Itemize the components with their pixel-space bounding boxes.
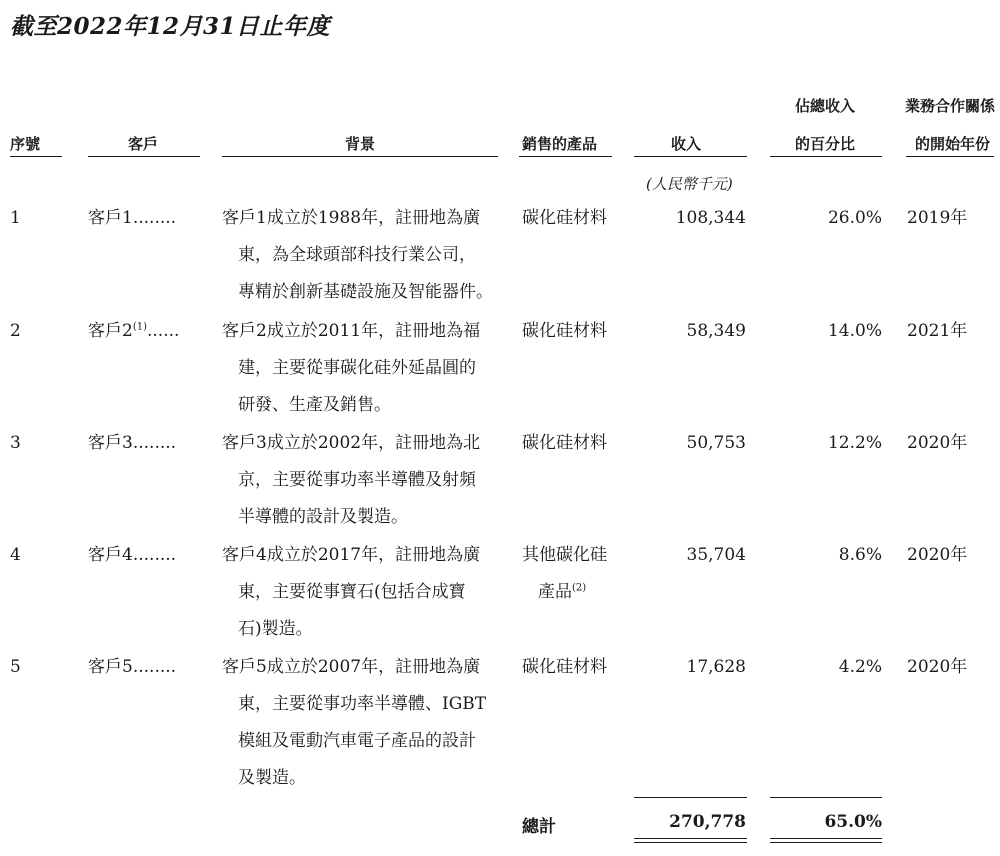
total-double-rule xyxy=(770,838,882,843)
row-pct: 12.2% xyxy=(827,433,882,453)
total-label: 總計 xyxy=(522,817,556,837)
row-pct: 26.0% xyxy=(827,208,882,228)
row-product: 碳化硅材料 xyxy=(522,657,607,677)
total-revenue: 270,778 xyxy=(669,812,746,832)
row-product: 碳化硅材料 xyxy=(522,208,607,228)
header-rule xyxy=(906,156,994,157)
page-title: 截至2022年12月31日止年度 xyxy=(10,13,331,40)
header-pct-line1: 佔總收入 xyxy=(795,97,856,115)
row-background: 客戶4成立於2017年，註冊地為廣 東，主要從事寶石(包括合成寶 石)製造。 xyxy=(222,545,481,639)
row-background: 客戶5成立於2007年，註冊地為廣 東，主要從事功率半導體、IGBT 模組及電動汽車電子產品的設計 及製造。 xyxy=(222,657,487,788)
unit-label: (人民幣千元) xyxy=(646,175,733,193)
row-start-year: 2020年 xyxy=(907,545,968,565)
row-product: 碳化硅材料 xyxy=(522,321,607,341)
row-customer: 客戶4........ xyxy=(88,545,177,565)
row-background: 客戶2成立於2011年，註冊地為福 建，主要從事碳化硅外延晶圓的 研發、生產及銷售。 xyxy=(222,321,481,415)
header-rule xyxy=(770,156,882,157)
row-start-year: 2020年 xyxy=(907,657,968,677)
row-revenue: 17,628 xyxy=(686,657,746,677)
row-product: 其他碳化硅 產品$^{(2)}$ xyxy=(522,545,607,602)
row-pct: 4.2% xyxy=(838,657,882,677)
header-rule xyxy=(634,156,747,157)
row-revenue: 50,753 xyxy=(686,433,746,453)
header-background: 背景 xyxy=(345,135,376,153)
row-seq: 3 xyxy=(10,433,21,453)
header-rule xyxy=(88,156,200,157)
row-product: 碳化硅材料 xyxy=(522,433,607,453)
row-customer: 客戶2$^{(1)}$...... xyxy=(88,321,180,341)
row-seq: 2 xyxy=(10,321,21,341)
row-revenue: 35,704 xyxy=(686,545,746,565)
header-pct-line2: 的百分比 xyxy=(795,135,856,153)
total-pct: 65.0% xyxy=(824,812,882,832)
row-pct: 8.6% xyxy=(838,545,882,565)
header-rule xyxy=(222,156,498,157)
total-top-rule xyxy=(770,797,882,798)
header-start-line2: 的開始年份 xyxy=(915,135,991,153)
total-top-rule xyxy=(634,797,747,798)
row-customer: 客戶1........ xyxy=(88,208,177,228)
row-start-year: 2021年 xyxy=(907,321,968,341)
row-customer: 客戶5........ xyxy=(88,657,177,677)
row-background: 客戶3成立於2002年，註冊地為北 京，主要從事功率半導體及射頻 半導體的設計及製造。 xyxy=(222,433,481,527)
header-revenue: 收入 xyxy=(671,135,702,153)
row-seq: 1 xyxy=(10,208,21,228)
header-customer: 客戶 xyxy=(128,135,159,153)
row-seq: 4 xyxy=(10,545,21,565)
header-start-line1: 業務合作關係 xyxy=(905,97,996,115)
header-seq: 序號 xyxy=(10,135,41,153)
header-rule xyxy=(10,156,62,157)
row-start-year: 2019年 xyxy=(907,208,968,228)
header-product: 銷售的產品 xyxy=(522,135,598,153)
row-pct: 14.0% xyxy=(827,321,882,341)
row-start-year: 2020年 xyxy=(907,433,968,453)
row-customer: 客戶3........ xyxy=(88,433,177,453)
total-double-rule xyxy=(634,838,747,843)
row-seq: 5 xyxy=(10,657,21,677)
header-rule xyxy=(519,156,612,157)
row-revenue: 108,344 xyxy=(675,208,746,228)
row-revenue: 58,349 xyxy=(686,321,746,341)
row-background: 客戶1成立於1988年，註冊地為廣 東，為全球頭部科技行業公司， 專精於創新基礎設施及智能器件。 xyxy=(222,208,493,302)
